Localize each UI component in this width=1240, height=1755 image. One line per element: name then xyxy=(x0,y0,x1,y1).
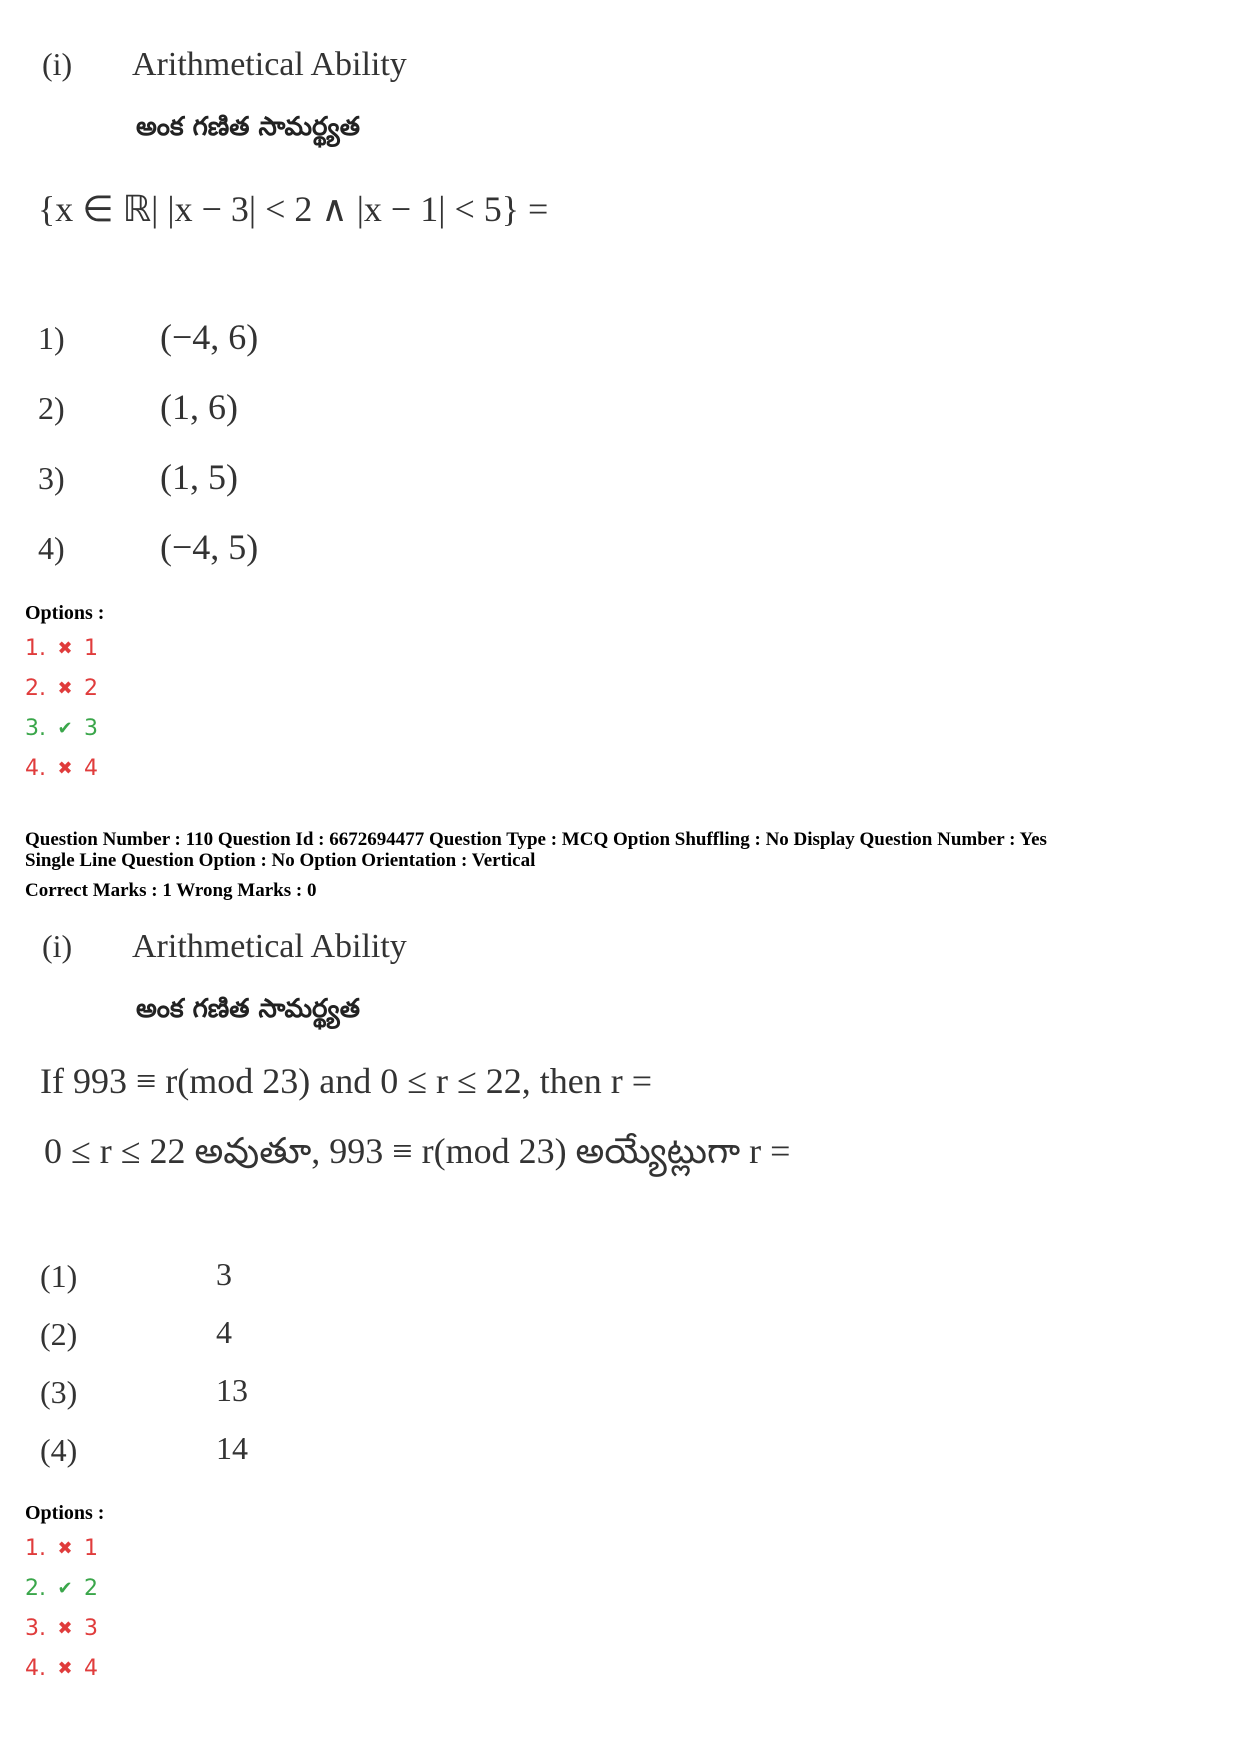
question-meta-line: Question Number : 110 Question Id : 6672694477 Question Type : MCQ Option Shuffling : No Display Question Number : Yes xyxy=(25,829,1047,850)
check-icon: ✔ xyxy=(57,1578,73,1599)
question-text-english: If 993 ≡ r(mod 23) and 0 ≤ r ≤ 22, then r = xyxy=(40,1061,652,1101)
choice-number: 3) xyxy=(38,460,65,496)
choice-number: (1) xyxy=(40,1258,78,1294)
answer-option xyxy=(25,1616,98,1641)
answer-option xyxy=(25,676,98,701)
answer-value: 2 xyxy=(84,676,98,701)
answer-index: 3. xyxy=(25,1616,46,1641)
choice-number: (2) xyxy=(40,1316,78,1352)
answer-index: 4. xyxy=(25,1656,46,1681)
answer-index: 3. xyxy=(25,716,46,741)
answer-option xyxy=(25,1536,98,1561)
answer-value: 2 xyxy=(84,1576,98,1601)
answer-index: 1. xyxy=(25,636,46,661)
choice-value: (−4, 5) xyxy=(160,527,259,567)
answer-index: 2. xyxy=(25,1576,46,1601)
answer-index: 2. xyxy=(25,676,46,701)
section-title: Arithmetical Ability xyxy=(132,46,407,83)
choice-number: 4) xyxy=(38,530,65,566)
answer-value: 4 xyxy=(84,1656,98,1681)
section-title-telugu: అంక గణిత సామర్థ్యత xyxy=(136,112,360,142)
choice-value: (1, 5) xyxy=(160,457,238,497)
question-text: {x ∈ ℝ| |x − 3| < 2 ∧ |x − 1| < 5} = xyxy=(38,189,549,229)
answer-option xyxy=(25,756,98,781)
answer-option xyxy=(25,716,98,741)
answer-value: 1 xyxy=(84,1536,98,1561)
answer-index: 4. xyxy=(25,756,46,781)
cross-icon: ✖ xyxy=(57,758,73,779)
choice-value: (−4, 6) xyxy=(160,317,259,357)
choice-number: 2) xyxy=(38,390,65,426)
section-title-telugu: అంక గణిత సామర్థ్యత xyxy=(136,994,360,1024)
choice-value: 3 xyxy=(216,1256,232,1292)
options-heading: Options : xyxy=(25,602,105,624)
question-meta-line: Single Line Question Option : No Option Orientation : Vertical xyxy=(25,850,536,871)
answer-option xyxy=(25,1576,98,1601)
choice-number: (3) xyxy=(40,1374,78,1410)
cross-icon: ✖ xyxy=(57,1618,73,1639)
choice-number: (4) xyxy=(40,1432,78,1468)
section-number: (i) xyxy=(42,46,73,82)
cross-icon: ✖ xyxy=(57,1538,73,1559)
answer-index: 1. xyxy=(25,1536,46,1561)
section-title: Arithmetical Ability xyxy=(132,928,407,965)
marks-line: Correct Marks : 1 Wrong Marks : 0 xyxy=(25,880,317,901)
answer-option xyxy=(25,1656,98,1681)
options-heading: Options : xyxy=(25,1502,105,1524)
answer-value: 4 xyxy=(84,756,98,781)
choice-value: 13 xyxy=(216,1372,248,1408)
choice-value: (1, 6) xyxy=(160,387,238,427)
cross-icon: ✖ xyxy=(57,678,73,699)
section-number: (i) xyxy=(42,928,73,964)
answer-value: 3 xyxy=(84,1616,98,1641)
question-text-telugu: 0 ≤ r ≤ 22 అవుతూ, 993 ≡ r(mod 23) అయ్యేట్లుగా r = xyxy=(44,1131,791,1171)
answer-value: 1 xyxy=(84,636,98,661)
check-icon: ✔ xyxy=(57,718,73,739)
cross-icon: ✖ xyxy=(57,638,73,659)
answer-value: 3 xyxy=(84,716,98,741)
cross-icon: ✖ xyxy=(57,1658,73,1679)
choice-number: 1) xyxy=(38,320,65,356)
answer-option xyxy=(25,636,98,661)
choice-value: 4 xyxy=(216,1314,232,1350)
choice-value: 14 xyxy=(216,1430,248,1466)
